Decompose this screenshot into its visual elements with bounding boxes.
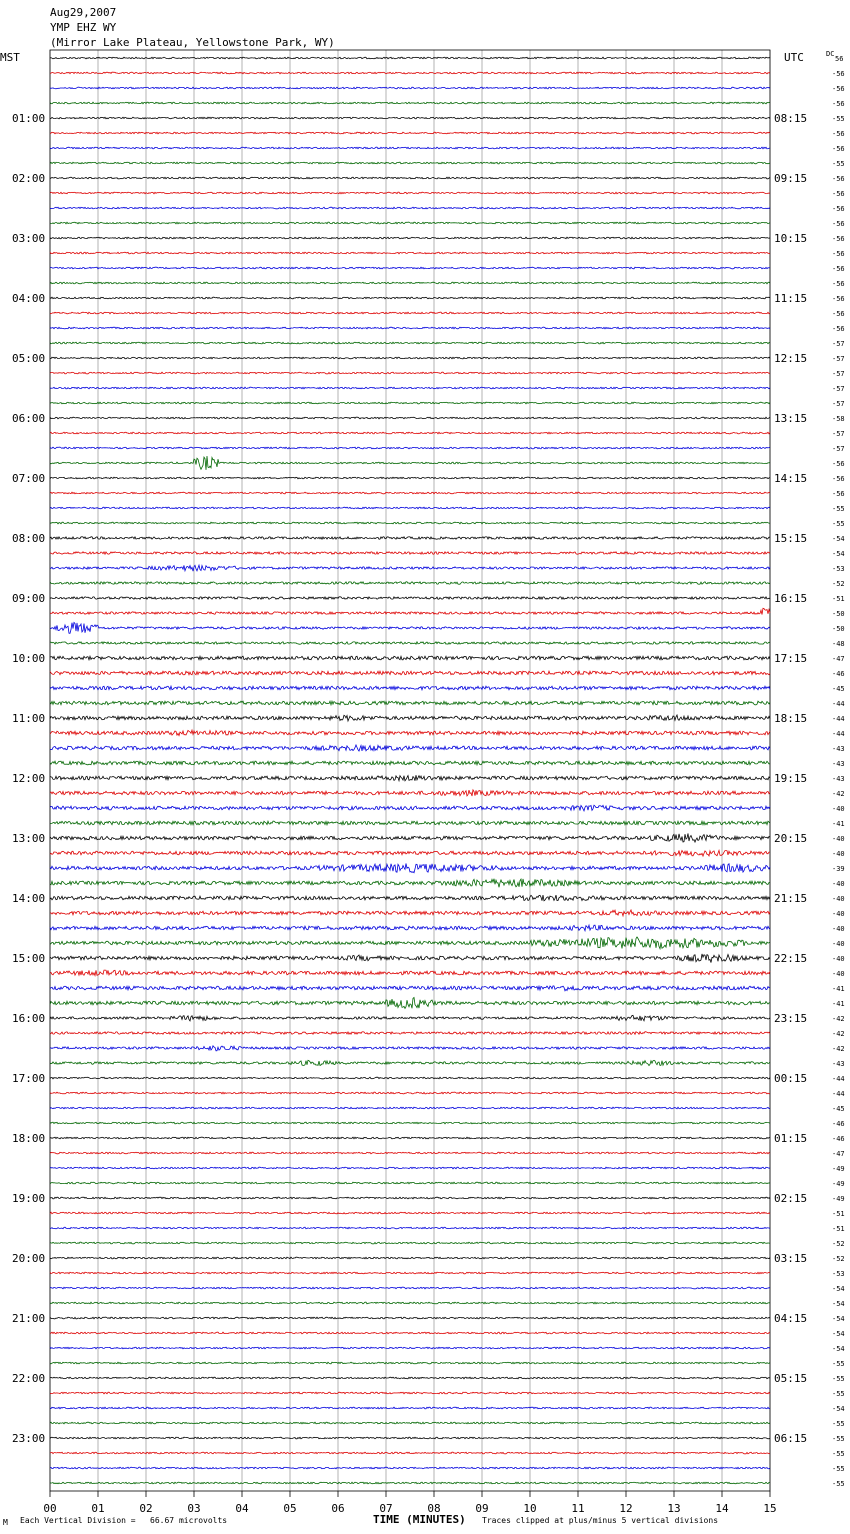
dc-offset-label: -44 (832, 1090, 845, 1098)
left-axis-title: MST (0, 51, 20, 64)
x-tick-label: 06 (331, 1502, 345, 1515)
utc-hour-label: 11:15 (774, 292, 808, 305)
clip-note: Traces clipped at plus/minus 5 vertical divisions (482, 1516, 719, 1525)
dc-offset-label: -55 (832, 1480, 845, 1488)
seismic-trace (50, 622, 770, 633)
mst-hour-label: 09:00 (12, 592, 46, 605)
seismic-trace (50, 1227, 770, 1229)
mst-hour-label: 20:00 (12, 1252, 46, 1265)
dc-offset-label: -56 (832, 280, 845, 288)
seismic-trace (50, 1242, 770, 1244)
utc-hour-label: 06:15 (774, 1432, 808, 1445)
seismic-trace (50, 117, 770, 119)
mst-hour-label: 23:00 (12, 1432, 46, 1445)
seismic-trace (50, 761, 770, 765)
dc-offset-label: -46 (832, 670, 845, 678)
seismic-trace (50, 1437, 770, 1439)
seismic-trace (50, 864, 770, 873)
utc-hour-label: 12:15 (774, 352, 808, 365)
seismic-trace (50, 833, 770, 842)
utc-hour-label: 18:15 (774, 712, 808, 725)
dc-offset-label: -56 (832, 325, 845, 333)
dc-offset-label: -57 (832, 445, 845, 453)
dc-offset-label: -56 (832, 265, 845, 273)
mst-hour-label: 04:00 (12, 292, 46, 305)
seismic-trace (50, 1467, 770, 1469)
seismic-trace (50, 1197, 770, 1199)
dc-offset-label: -56 (832, 145, 845, 153)
mst-hour-label: 02:00 (12, 172, 46, 185)
dc-offset-label: -40 (832, 925, 845, 933)
dc-offset-label: -55 (832, 520, 845, 528)
seismic-trace (50, 492, 770, 494)
seismic-trace (50, 642, 770, 644)
x-tick-label: 01 (91, 1502, 105, 1515)
utc-hour-label: 15:15 (774, 532, 808, 545)
dc-offset-label: -44 (832, 1075, 845, 1083)
x-axis-label: TIME (MINUTES) (373, 1513, 466, 1526)
seismic-trace (50, 537, 770, 539)
utc-hour-label: 19:15 (774, 772, 808, 785)
seismic-trace (50, 1152, 770, 1154)
seismic-trace (50, 237, 770, 239)
station-location: (Mirror Lake Plateau, Yellowstone Park, WY) (50, 36, 335, 49)
seismic-trace (50, 730, 770, 736)
dc-offset-label: -40 (832, 850, 845, 858)
mst-hour-label: 17:00 (12, 1072, 46, 1085)
seismic-trace (50, 1212, 770, 1214)
mst-hour-label: 13:00 (12, 832, 46, 845)
dc-offset-label: -57 (832, 385, 845, 393)
dc-offset-label: -54 (832, 1285, 845, 1293)
utc-hour-label: 03:15 (774, 1252, 808, 1265)
dc-offset-label: -41 (832, 820, 845, 828)
seismic-trace (50, 937, 770, 949)
dc-offset-label: -57 (832, 370, 845, 378)
dc-offset-label: -56 (832, 70, 845, 78)
x-tick-label: 13 (667, 1502, 681, 1515)
mst-hour-label: 19:00 (12, 1192, 46, 1205)
seismic-trace (50, 597, 770, 599)
seismic-trace (50, 507, 770, 509)
seismic-trace (50, 147, 770, 149)
seismic-trace (50, 850, 770, 856)
dc-offset-label: -46 (832, 1135, 845, 1143)
utc-hour-label: 20:15 (774, 832, 808, 845)
seismic-trace (50, 417, 770, 419)
mst-hour-label: 11:00 (12, 712, 46, 725)
seismic-trace (50, 162, 770, 164)
utc-hour-label: 23:15 (774, 1012, 808, 1025)
dc-offset-label: -43 (832, 775, 845, 783)
seismic-trace (50, 608, 770, 614)
seismic-trace (50, 192, 770, 194)
seismic-trace (50, 1392, 770, 1394)
dc-offset-label: 56 (835, 55, 844, 63)
dc-offset-label: -55 (832, 115, 845, 123)
seismic-trace (50, 1257, 770, 1259)
dc-offset-label: -54 (832, 1345, 845, 1353)
seismic-trace (50, 552, 770, 554)
seismic-trace (50, 879, 770, 888)
dc-title: DC (826, 50, 835, 58)
dc-offset-label: -55 (832, 1360, 845, 1368)
utc-hour-label: 17:15 (774, 652, 808, 665)
seismic-trace (50, 372, 770, 374)
mst-hour-label: 16:00 (12, 1012, 46, 1025)
dc-offset-label: -41 (832, 1000, 845, 1008)
dc-offset-label: -47 (832, 655, 845, 663)
dc-offset-label: -56 (832, 175, 845, 183)
utc-hour-label: 13:15 (774, 412, 808, 425)
seismic-trace (50, 1137, 770, 1139)
seismic-trace (50, 477, 770, 479)
dc-offset-label: -55 (832, 1375, 845, 1383)
seismic-trace (50, 805, 770, 811)
utc-hour-label: 04:15 (774, 1312, 808, 1325)
utc-hour-label: 10:15 (774, 232, 808, 245)
dc-offset-label: -40 (832, 835, 845, 843)
seismic-trace (50, 1092, 770, 1094)
dc-offset-label: -52 (832, 1255, 845, 1263)
dc-offset-label: -54 (832, 1330, 845, 1338)
dc-offset-label: -55 (832, 1390, 845, 1398)
seismic-trace (50, 954, 770, 963)
dc-offset-label: -44 (832, 700, 845, 708)
seismic-trace (50, 1272, 770, 1274)
seismic-traces (50, 57, 770, 1484)
seismic-trace (50, 745, 770, 751)
seismic-trace (50, 456, 770, 470)
dc-offset-label: -40 (832, 910, 845, 918)
dc-offset-label: -56 (832, 85, 845, 93)
seismic-trace (50, 87, 770, 89)
seismic-trace (50, 775, 770, 781)
dc-offset-label: -43 (832, 1060, 845, 1068)
seismic-trace (50, 565, 770, 571)
seismic-trace (50, 1167, 770, 1169)
mst-hour-label: 21:00 (12, 1312, 46, 1325)
seismic-trace (50, 387, 770, 389)
seismic-trace (50, 267, 770, 269)
dc-offset-label: -53 (832, 1270, 845, 1278)
dc-offset-label: -55 (832, 1420, 845, 1428)
dc-offset-label: -40 (832, 805, 845, 813)
seismic-trace (50, 686, 770, 690)
mst-hour-label: 10:00 (12, 652, 46, 665)
corner-mark: M (3, 1518, 8, 1527)
dc-offset-label: -52 (832, 1240, 845, 1248)
seismic-trace (50, 1107, 770, 1109)
seismic-trace (50, 327, 770, 329)
seismic-trace (50, 1077, 770, 1079)
dc-offset-label: -51 (832, 595, 845, 603)
dc-offset-label: -54 (832, 1405, 845, 1413)
seismic-trace (50, 1362, 770, 1364)
dc-offset-label: -55 (832, 160, 845, 168)
dc-offset-label: -45 (832, 685, 845, 693)
dc-offset-label: -57 (832, 340, 845, 348)
grid (50, 50, 770, 1491)
x-tick-label: 11 (571, 1502, 585, 1515)
utc-hour-label: 05:15 (774, 1372, 808, 1385)
seismic-trace (50, 582, 770, 584)
seismic-trace (50, 57, 770, 59)
seismic-trace (50, 222, 770, 224)
utc-hour-label: 21:15 (774, 892, 808, 905)
dc-offset-label: -56 (832, 250, 845, 258)
seismic-trace (50, 656, 770, 660)
dc-offset-label: -56 (832, 190, 845, 198)
seismic-trace (50, 1046, 770, 1051)
dc-offset-label: -55 (832, 1435, 845, 1443)
seismic-trace (50, 1482, 770, 1484)
seismic-trace (50, 1377, 770, 1379)
chart-date: Aug29,2007 (50, 6, 117, 19)
dc-offset-label: -49 (832, 1195, 845, 1203)
dc-offset-label: -50 (832, 625, 845, 633)
dc-offset-label: -49 (832, 1180, 845, 1188)
x-tick-label: 03 (187, 1502, 201, 1515)
seismic-trace (50, 821, 770, 825)
seismic-trace (50, 357, 770, 359)
dc-offset-label: -55 (832, 1450, 845, 1458)
dc-offset-label: -56 (832, 100, 845, 108)
seismic-trace (50, 297, 770, 299)
seismic-trace (50, 998, 770, 1009)
dc-offset-label: -51 (832, 1210, 845, 1218)
x-tick-label: 09 (475, 1502, 489, 1515)
dc-offset-label: -42 (832, 1015, 845, 1023)
x-tick-label: 15 (763, 1502, 777, 1515)
mst-hour-label: 22:00 (12, 1372, 46, 1385)
seismic-trace (50, 1122, 770, 1124)
mst-hour-label: 12:00 (12, 772, 46, 785)
seismic-trace (50, 986, 770, 991)
dc-offset-label: -40 (832, 940, 845, 948)
x-tick-label: 05 (283, 1502, 297, 1515)
dc-offset-label: -50 (832, 610, 845, 618)
seismic-trace (50, 1347, 770, 1349)
seismic-trace (50, 701, 770, 705)
seismic-trace (50, 282, 770, 284)
dc-offset-label: -56 (832, 310, 845, 318)
dc-offset-label: -56 (832, 235, 845, 243)
x-tick-label: 08 (427, 1502, 441, 1515)
seismic-trace (50, 1032, 770, 1035)
dc-offset-label: -40 (832, 880, 845, 888)
dc-offset-label: -42 (832, 1045, 845, 1053)
dc-offset-label: -54 (832, 1300, 845, 1308)
dc-offset-label: -52 (832, 580, 845, 588)
dc-offset-label: -48 (832, 640, 845, 648)
seismic-trace (50, 1302, 770, 1304)
dc-offset-label: -46 (832, 1120, 845, 1128)
mst-hour-label: 05:00 (12, 352, 46, 365)
dc-offset-label: -45 (832, 1105, 845, 1113)
seismic-trace (50, 1422, 770, 1424)
utc-hour-label: 02:15 (774, 1192, 808, 1205)
dc-offset-label: -56 (832, 475, 845, 483)
utc-hour-label: 00:15 (774, 1072, 808, 1085)
seismic-trace (50, 1015, 770, 1021)
seismic-trace (50, 925, 770, 931)
seismic-trace (50, 342, 770, 344)
dc-offset-label: -57 (832, 430, 845, 438)
seismic-trace (50, 207, 770, 209)
mst-hour-label: 15:00 (12, 952, 46, 965)
x-tick-label: 12 (619, 1502, 633, 1515)
seismic-trace (50, 177, 770, 179)
dc-offset-label: -40 (832, 895, 845, 903)
dc-offset-label: -51 (832, 1225, 845, 1233)
mst-hour-label: 07:00 (12, 472, 46, 485)
dc-offset-label: -56 (832, 490, 845, 498)
utc-hour-label: 01:15 (774, 1132, 808, 1145)
dc-offset-label: -56 (832, 295, 845, 303)
dc-offset-label: -57 (832, 355, 845, 363)
dc-offset-label: -55 (832, 505, 845, 513)
seismic-trace (50, 72, 770, 74)
x-tick-label: 14 (715, 1502, 729, 1515)
seismic-trace (50, 432, 770, 434)
utc-hour-label: 14:15 (774, 472, 808, 485)
seismic-trace (50, 1407, 770, 1409)
seismic-trace (50, 447, 770, 449)
dc-offset-label: -56 (832, 130, 845, 138)
seismic-trace (50, 312, 770, 314)
seismic-trace (50, 715, 770, 721)
dc-offset-label: -53 (832, 565, 845, 573)
x-tick-label: 10 (523, 1502, 537, 1515)
dc-offset-label: -49 (832, 1165, 845, 1173)
seismic-trace (50, 1182, 770, 1184)
seismic-trace (50, 790, 770, 796)
dc-offset-label: -40 (832, 955, 845, 963)
mst-hour-label: 06:00 (12, 412, 46, 425)
seismic-trace (50, 102, 770, 104)
seismic-trace (50, 252, 770, 254)
seismic-trace (50, 1332, 770, 1334)
utc-hour-label: 16:15 (774, 592, 808, 605)
seismic-trace (50, 671, 770, 675)
dc-offset-label: -54 (832, 550, 845, 558)
mst-hour-label: 08:00 (12, 532, 46, 545)
dc-offset-label: -55 (832, 1465, 845, 1473)
mst-hour-label: 03:00 (12, 232, 46, 245)
dc-offset-label: -58 (832, 415, 845, 423)
x-tick-label: 07 (379, 1502, 393, 1515)
dc-offset-label: -44 (832, 730, 845, 738)
scale-note: Each Vertical Division = 66.67 microvolts (20, 1516, 228, 1525)
dc-offset-label: -44 (832, 715, 845, 723)
dc-offset-label: -41 (832, 985, 845, 993)
utc-hour-label: 09:15 (774, 172, 808, 185)
dc-offset-label: -42 (832, 790, 845, 798)
dc-offset-label: -56 (832, 460, 845, 468)
seismic-trace (50, 1287, 770, 1289)
dc-offset-label: -43 (832, 760, 845, 768)
seismic-trace (50, 1317, 770, 1319)
x-tick-label: 02 (139, 1502, 153, 1515)
mst-hour-label: 01:00 (12, 112, 46, 125)
seismic-trace (50, 910, 770, 916)
mst-hour-label: 14:00 (12, 892, 46, 905)
dc-offset-label: -39 (832, 865, 845, 873)
utc-hour-label: 08:15 (774, 112, 808, 125)
dc-offset-label: -42 (832, 1030, 845, 1038)
seismic-trace (50, 895, 770, 901)
dc-offset-label: -47 (832, 1150, 845, 1158)
seismic-trace (50, 1452, 770, 1454)
utc-hour-label: 22:15 (774, 952, 808, 965)
dc-offset-label: -54 (832, 1315, 845, 1323)
dc-offset-label: -43 (832, 745, 845, 753)
x-tick-label: 04 (235, 1502, 249, 1515)
seismic-trace (50, 402, 770, 404)
dc-offset-label: -57 (832, 400, 845, 408)
dc-offset-label: -56 (832, 220, 845, 228)
dc-offset-label: -40 (832, 970, 845, 978)
dc-offset-label: -54 (832, 535, 845, 543)
seismic-trace (50, 1060, 770, 1065)
x-tick-label: 00 (43, 1502, 57, 1515)
x-axis (43, 1491, 776, 1515)
seismic-trace (50, 522, 770, 524)
right-axis-title: UTC (784, 51, 804, 64)
dc-offset-label: -56 (832, 205, 845, 213)
mst-hour-label: 18:00 (12, 1132, 46, 1145)
seismic-trace (50, 970, 770, 975)
station-code: YMP EHZ WY (50, 21, 117, 34)
plot-frame (50, 50, 770, 1491)
seismic-trace (50, 132, 770, 134)
